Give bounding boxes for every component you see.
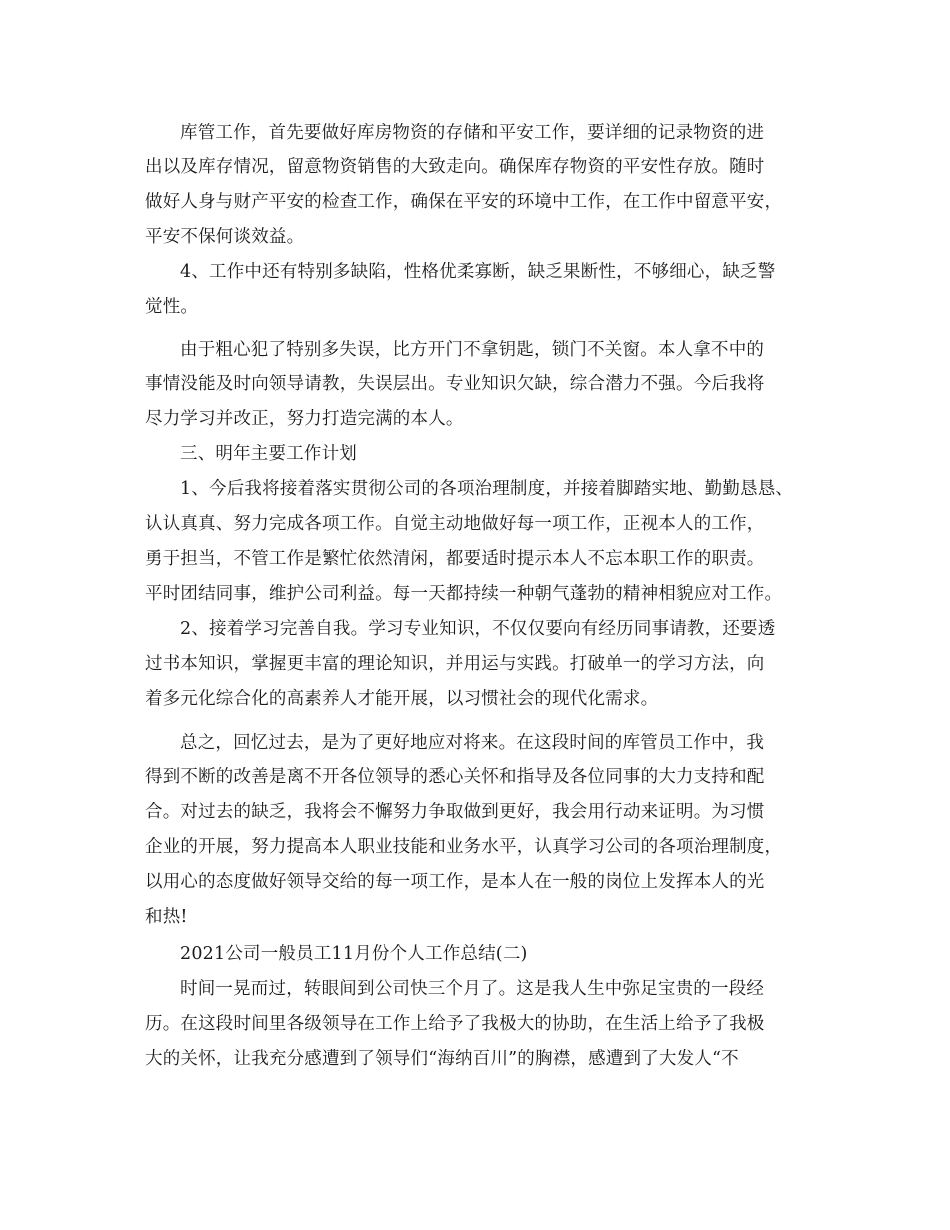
paragraph-line-25: 时间一晃而过，转眼间到公司快三个月了。这是我人生中弥足宝贵的一段经 — [180, 979, 765, 999]
paragraph-line-12: 认认真真、努力完成各项工作。自觉主动地做好每一项工作，正视本人的工作， — [145, 514, 765, 534]
paragraph-line-20: 合。对过去的缺乏，我将会不懈努力争取做到更好，我会用行动来证明。为习惯 — [145, 802, 765, 822]
paragraph-line-2: 出以及库存情况，留意物资销售的大致走向。确保库存物资的平安性存放。随时 — [145, 157, 765, 177]
paragraph-line-7: 由于粗心犯了特别多失误，比方开门不拿钥匙，锁门不关窗。本人拿不中的 — [180, 340, 765, 360]
paragraph-line-14: 平时团结同事，维护公司利益。每一天都持续一种朝气蓬勃的精神相貌应对工作。 — [145, 584, 783, 604]
paragraph-line-26: 历。在这段时间里各级领导在工作上给予了我极大的协助，在生活上给予了我极 — [145, 1014, 765, 1034]
paragraph-line-22: 以用心的态度做好领导交给的每一项工作，是本人在一般的岗位上发挥本人的光 — [145, 872, 765, 892]
paragraph-line-4: 平安不保何谈效益。 — [145, 227, 305, 247]
paragraph-line-13: 勇于担当，不管工作是繁忙依然清闲，都要适时提示本人不忘本职工作的职责。 — [145, 549, 765, 569]
paragraph-line-11: 1、今后我将接着落实贯彻公司的各项治理制度，并接着脚踏实地、勤勤恳恳、 — [180, 479, 794, 499]
paragraph-line-17: 着多元化综合化的高素养人才能开展，以习惯社会的现代化需求。 — [145, 689, 659, 709]
paragraph-line-6: 觉性。 — [145, 297, 199, 317]
paragraph-line-9: 尽力学习并改正，努力打造完满的本人。 — [145, 409, 464, 429]
paragraph-line-15: 2、接着学习完善自我。学习专业知识，不仅仅要向有经历同事请教，还要透 — [180, 619, 776, 639]
paragraph-line-1: 库管工作，首先要做好库房物资的存储和平安工作，要详细的记录物资的进 — [180, 123, 765, 143]
paragraph-line-27: 大的关怀，让我充分感遭到了领导们“海纳百川”的胸襟，感遭到了大发人“不 — [145, 1049, 739, 1069]
subtitle-line: 2021公司一般员工11月份个人工作总结(二) — [180, 944, 528, 964]
paragraph-line-19: 得到不断的改善是离不开各位领导的悉心关怀和指导及各位同事的大力支持和配 — [145, 767, 765, 787]
section-heading: 三、明年主要工作计划 — [180, 444, 357, 464]
paragraph-line-21: 企业的开展，努力提高本人职业技能和业务水平，认真学习公司的各项治理制度， — [145, 837, 783, 857]
paragraph-line-23: 和热! — [145, 907, 188, 927]
paragraph-line-18: 总之，回忆过去，是为了更好地应对将来。在这段时间的库管员工作中，我 — [180, 733, 765, 753]
paragraph-line-5: 4、工作中还有特别多缺陷，性格优柔寡断，缺乏果断性，不够细心，缺乏警 — [180, 262, 776, 282]
paragraph-line-16: 过书本知识，掌握更丰富的理论知识，并用运与实践。打破单一的学习方法，向 — [145, 654, 765, 674]
paragraph-line-8: 事情没能及时向领导请教，失误层出。专业知识欠缺，综合潜力不强。今后我将 — [145, 374, 765, 394]
paragraph-line-3: 做好人身与财产平安的检查工作，确保在平安的环境中工作，在工作中留意平安， — [145, 192, 783, 212]
